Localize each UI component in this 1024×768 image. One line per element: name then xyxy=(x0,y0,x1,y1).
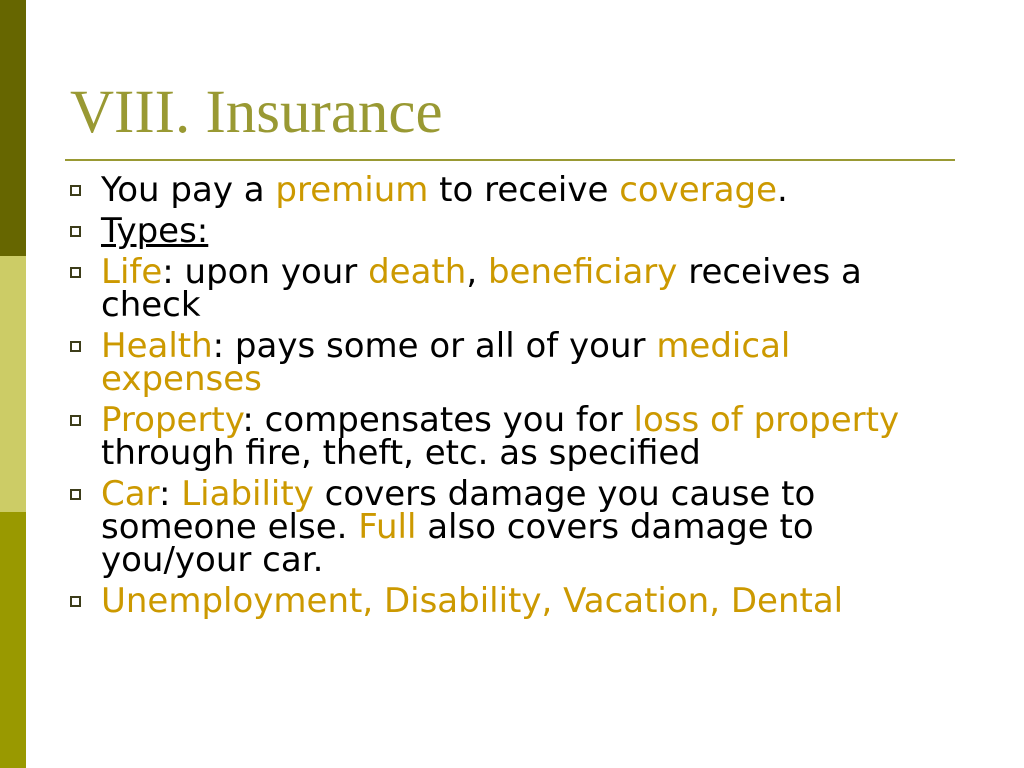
text-segment: Life xyxy=(101,252,163,292)
bullet-square-icon xyxy=(70,596,81,607)
bullet-item-health xyxy=(101,326,950,399)
bullet-item-life xyxy=(101,252,950,325)
text-segment: Types: xyxy=(101,211,209,251)
bullet-square-icon xyxy=(70,415,81,426)
bullet-square-icon xyxy=(70,341,81,352)
side-bar-middle xyxy=(0,256,26,512)
bullet-square-icon xyxy=(70,185,81,196)
text-segment: Unemployment, Disability, Vacation, Dental xyxy=(101,581,844,621)
text-segment: through fire, theft, etc. as specified xyxy=(101,433,701,473)
text-segment: , xyxy=(466,252,488,292)
bullet-item-types xyxy=(101,211,950,251)
text-segment: premium xyxy=(275,170,429,210)
bullet-item-property xyxy=(101,400,950,473)
side-bar-top xyxy=(0,0,26,256)
text-segment: Full xyxy=(358,507,417,547)
side-bar-bottom xyxy=(0,512,26,768)
text-segment: : upon your xyxy=(162,252,369,292)
text-segment: death xyxy=(368,252,467,292)
text-segment: coverage xyxy=(619,170,778,210)
bullet-square-icon xyxy=(70,267,81,278)
text-segment: to receive xyxy=(428,170,620,210)
bullet-square-icon xyxy=(70,226,81,237)
text-segment: Health xyxy=(101,326,213,366)
text-segment: : pays some or all of your xyxy=(212,326,657,366)
text-segment: beneficiary xyxy=(487,252,678,292)
text-segment: receives a check xyxy=(101,252,862,325)
bullet-item-premium xyxy=(101,170,950,210)
text-segment: also covers damage to you/your car. xyxy=(101,507,814,580)
text-segment: loss of property xyxy=(633,400,900,440)
text-segment: Liability xyxy=(181,474,314,514)
text-segment: medical expenses xyxy=(101,326,791,399)
text-segment: Property xyxy=(101,400,243,440)
text-segment: covers damage you cause to someone else. xyxy=(101,474,816,547)
slide-title: VIII. Insurance xyxy=(70,79,443,146)
text-segment: : xyxy=(158,474,182,514)
text-segment: . xyxy=(777,170,788,210)
bullet-list xyxy=(101,170,950,626)
bullet-item-other-types xyxy=(101,581,950,621)
text-segment: Car xyxy=(101,474,159,514)
text-segment: You pay a xyxy=(101,170,276,210)
title-divider xyxy=(65,159,955,161)
bullet-item-car xyxy=(101,474,950,580)
text-segment: : compensates you for xyxy=(242,400,634,440)
bullet-square-icon xyxy=(70,489,81,500)
